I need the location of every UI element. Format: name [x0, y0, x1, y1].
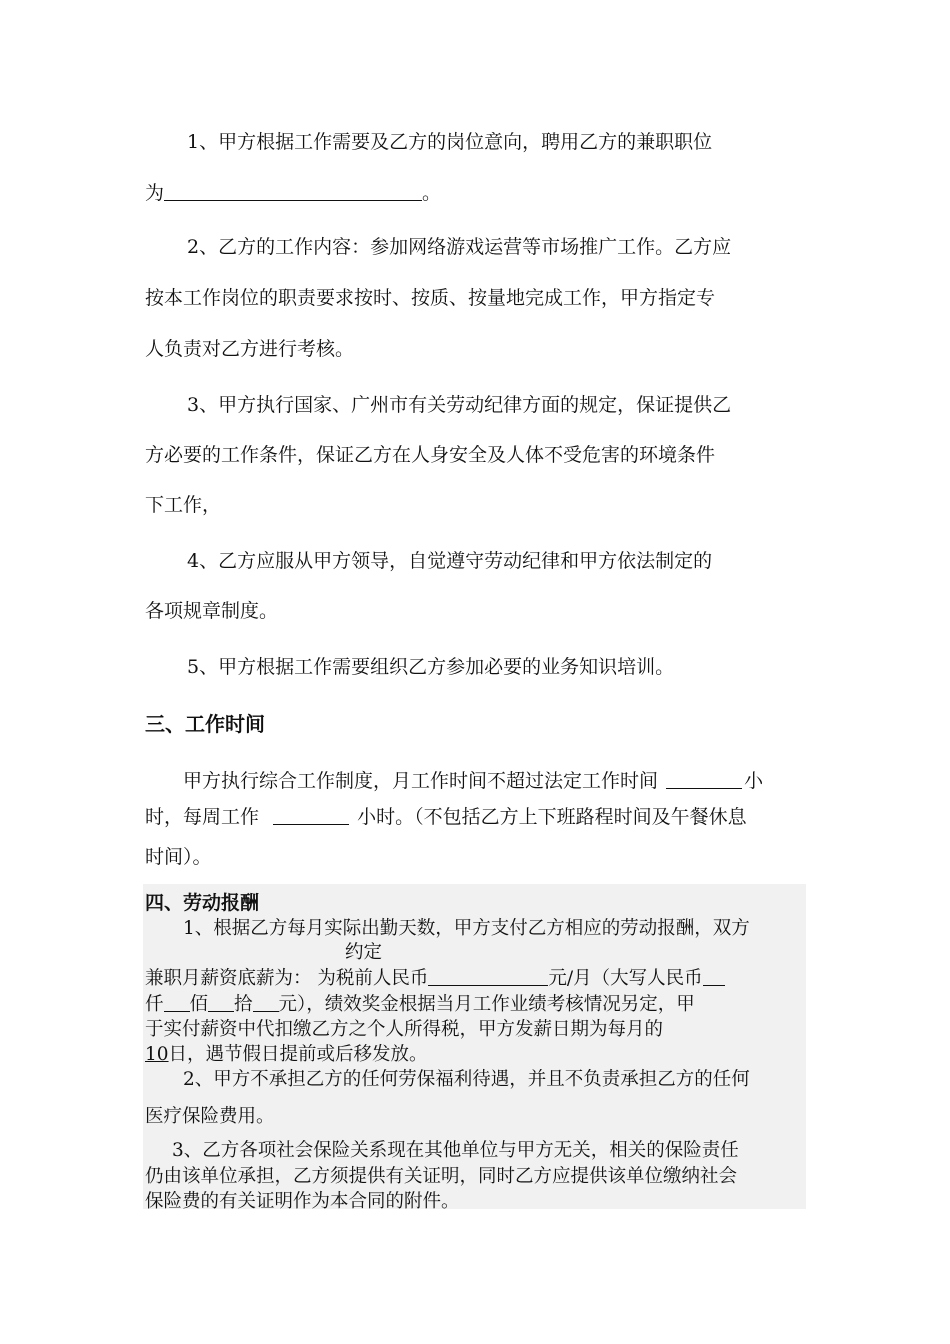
pay-clause-1-line-2: 约定: [345, 942, 383, 963]
clause-2-3-line-3: 下工作，: [145, 494, 222, 516]
text-segment: 时，每周工作: [145, 806, 260, 828]
bai-blank-field[interactable]: [208, 993, 234, 1012]
clause-2-4-line-1: 4、乙方应服从甲方领导，自觉遵守劳动纪律和甲方依法制定的: [187, 550, 713, 572]
text-segment: 元/月（大写人民币: [548, 968, 703, 989]
pay-clause-1-line-1: 1、根据乙方每月实际出勤天数，甲方支付乙方相应的劳动报酬，双方: [183, 918, 750, 939]
clause-2-2-line-1: 2、乙方的工作内容：参加网络游戏运营等市场推广工作。乙方应: [187, 236, 732, 258]
salary-amount-blank-field[interactable]: [428, 967, 548, 986]
text-segment: 拾: [234, 994, 253, 1015]
weekly-hours-blank-field[interactable]: [273, 806, 349, 825]
pay-clause-3-line-2: 仍由该单位承担，乙方须提供有关证明，同时乙方应提供该单位缴纳社会: [145, 1166, 738, 1187]
section-4-heading: 四、劳动报酬: [145, 892, 260, 914]
text-segment: 仟: [145, 994, 164, 1015]
pay-clause-1-line-4: [145, 990, 695, 1016]
work-time-line-2: [145, 802, 747, 829]
position-blank-field[interactable]: [164, 182, 422, 201]
pay-clause-3-line-3: 保险费的有关证明作为本合同的附件。: [145, 1191, 460, 1212]
qian-blank-field[interactable]: [164, 993, 190, 1012]
pay-clause-2-line-1: 2、甲方不承担乙方的任何劳保福利待遇，并且不负责承担乙方的任何: [183, 1069, 750, 1090]
clause-2-3-line-1: 3、甲方执行国家、广州市有关劳动纪律方面的规定，保证提供乙: [187, 394, 732, 416]
clause-2-5-line-1: 5、甲方根据工作需要组织乙方参加必要的业务知识培训。: [187, 656, 675, 678]
clause-2-2-line-2: 按本工作岗位的职责要求按时、按质、按量地完成工作，甲方指定专: [145, 287, 716, 309]
clause-2-3-line-2: 方必要的工作条件，保证乙方在人身安全及人体不受危害的环境条件: [145, 444, 716, 466]
clause-2-2-line-3: 人负责对乙方进行考核。: [145, 338, 355, 360]
text-segment: 小时。（不包括乙方上下班路程时间及午餐休息: [357, 806, 747, 828]
pay-clause-3-line-1: 3、乙方各项社会保险关系现在其他单位与甲方无关，相关的保险责任: [172, 1140, 739, 1161]
work-time-line-1: [183, 766, 763, 793]
pay-clause-2-line-2: 医疗保险费用。: [145, 1106, 275, 1127]
clause-2-1-line-2: [145, 178, 441, 205]
clause-2-4-line-2: 各项规章制度。: [145, 600, 279, 622]
clause-2-1-line-1: 1、甲方根据工作需要及乙方的岗位意向，聘用乙方的兼职职位: [187, 131, 713, 153]
work-time-line-3: 时间）。: [145, 846, 212, 868]
pay-clause-1-line-3: [145, 964, 725, 990]
text-segment: 佰: [189, 994, 209, 1015]
text-segment: 为: [145, 182, 165, 204]
text-segment: 甲方执行综合工作制度，月工作时间不超过法定工作时间: [183, 770, 659, 792]
text-segment: 日，遇节假日提前或后移发放。: [168, 1044, 428, 1065]
pay-clause-1-line-6: [145, 1040, 428, 1066]
wan-blank-field[interactable]: [703, 967, 725, 986]
text-segment: 小: [744, 770, 764, 792]
shi-blank-field[interactable]: [253, 993, 279, 1012]
pay-day-value: 10: [145, 1044, 169, 1065]
text-segment: 。: [422, 182, 442, 204]
section-3-heading: 三、工作时间: [145, 712, 265, 736]
text-segment: 兼职月薪资底薪为： 为税前人民币: [145, 968, 429, 989]
pay-clause-1-line-5: 于实付薪资中代扣缴乙方之个人所得税，甲方发薪日期为每月的: [145, 1019, 664, 1040]
monthly-hours-blank-field[interactable]: [666, 770, 742, 789]
text-segment: 元），绩效奖金根据当月工作业绩考核情况另定，甲: [278, 994, 695, 1015]
